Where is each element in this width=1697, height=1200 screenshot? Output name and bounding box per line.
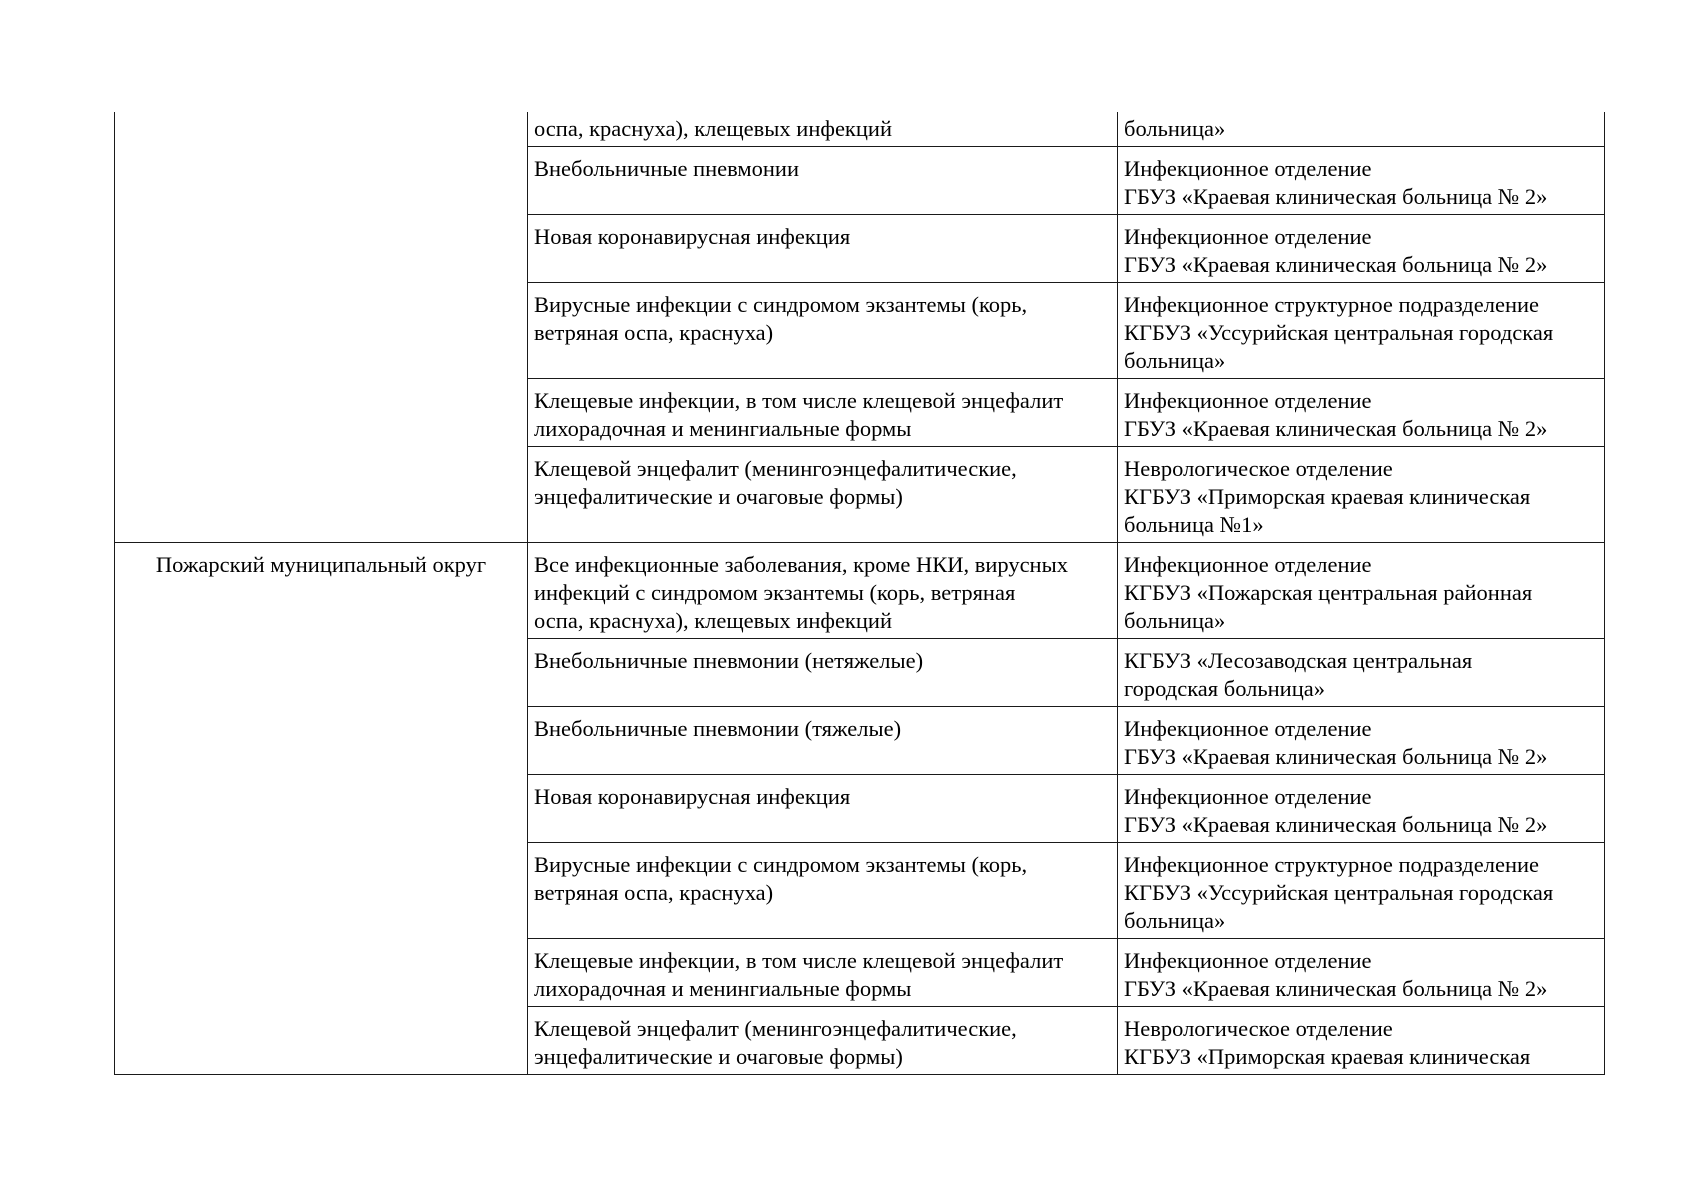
table-row (115, 112, 1605, 147)
facility-cell: Инфекционное отделение ГБУЗ «Краевая клиническая больница № 2» (1118, 215, 1605, 283)
facility-cell: Инфекционное отделение ГБУЗ «Краевая клиническая больница № 2» (1118, 379, 1605, 447)
district-cell (115, 112, 528, 543)
disease-cell: Клещевые инфекции, в том числе клещевой энцефалит лихорадочная и менингиальные формы (528, 379, 1118, 447)
disease-cell: Вирусные инфекции с синдромом экзантемы (корь, ветряная оспа, краснуха) (528, 843, 1118, 939)
table-row (115, 543, 1605, 639)
disease-cell: Новая коронавирусная инфекция (528, 215, 1118, 283)
facility-cell: Инфекционное структурное подразделение КГБУЗ «Уссурийская центральная городская больница» (1118, 283, 1605, 379)
disease-cell: Внебольничные пневмонии (тяжелые) (528, 707, 1118, 775)
facility-cell: КГБУЗ «Лесозаводская центральная городская больница» (1118, 639, 1605, 707)
disease-cell: Клещевой энцефалит (менингоэнцефалитические, энцефалитические и очаговые формы) (528, 1007, 1118, 1075)
facility-cell: Инфекционное отделение ГБУЗ «Краевая клиническая больница № 2» (1118, 147, 1605, 215)
routing-table-body (115, 112, 1605, 1075)
facility-cell: Инфекционное отделение КГБУЗ «Пожарская центральная районная больница» (1118, 543, 1605, 639)
facility-cell: больница» (1118, 112, 1605, 147)
facility-cell: Инфекционное отделение ГБУЗ «Краевая клиническая больница № 2» (1118, 939, 1605, 1007)
facility-cell: Неврологическое отделение КГБУЗ «Приморская краевая клиническая больница №1» (1118, 447, 1605, 543)
disease-cell: Клещевой энцефалит (менингоэнцефалитические, энцефалитические и очаговые формы) (528, 447, 1118, 543)
disease-cell: Внебольничные пневмонии (нетяжелые) (528, 639, 1118, 707)
facility-cell: Инфекционное отделение ГБУЗ «Краевая клиническая больница № 2» (1118, 707, 1605, 775)
facility-cell: Неврологическое отделение КГБУЗ «Приморская краевая клиническая (1118, 1007, 1605, 1075)
disease-cell: Новая коронавирусная инфекция (528, 775, 1118, 843)
disease-cell: Внебольничные пневмонии (528, 147, 1118, 215)
disease-cell: оспа, краснуха), клещевых инфекций (528, 112, 1118, 147)
disease-cell: Клещевые инфекции, в том числе клещевой энцефалит лихорадочная и менингиальные формы (528, 939, 1118, 1007)
district-cell: Пожарский муниципальный округ (115, 543, 528, 1075)
disease-cell: Вирусные инфекции с синдромом экзантемы (корь, ветряная оспа, краснуха) (528, 283, 1118, 379)
disease-cell: Все инфекционные заболевания, кроме НКИ, вирусных инфекций с синдромом экзантемы (корь, ветряная оспа, краснуха), клещевых инфекций (528, 543, 1118, 639)
facility-cell: Инфекционное отделение ГБУЗ «Краевая клиническая больница № 2» (1118, 775, 1605, 843)
hospitalization-routing-table (114, 112, 1605, 1075)
facility-cell: Инфекционное структурное подразделение КГБУЗ «Уссурийская центральная городская больница» (1118, 843, 1605, 939)
